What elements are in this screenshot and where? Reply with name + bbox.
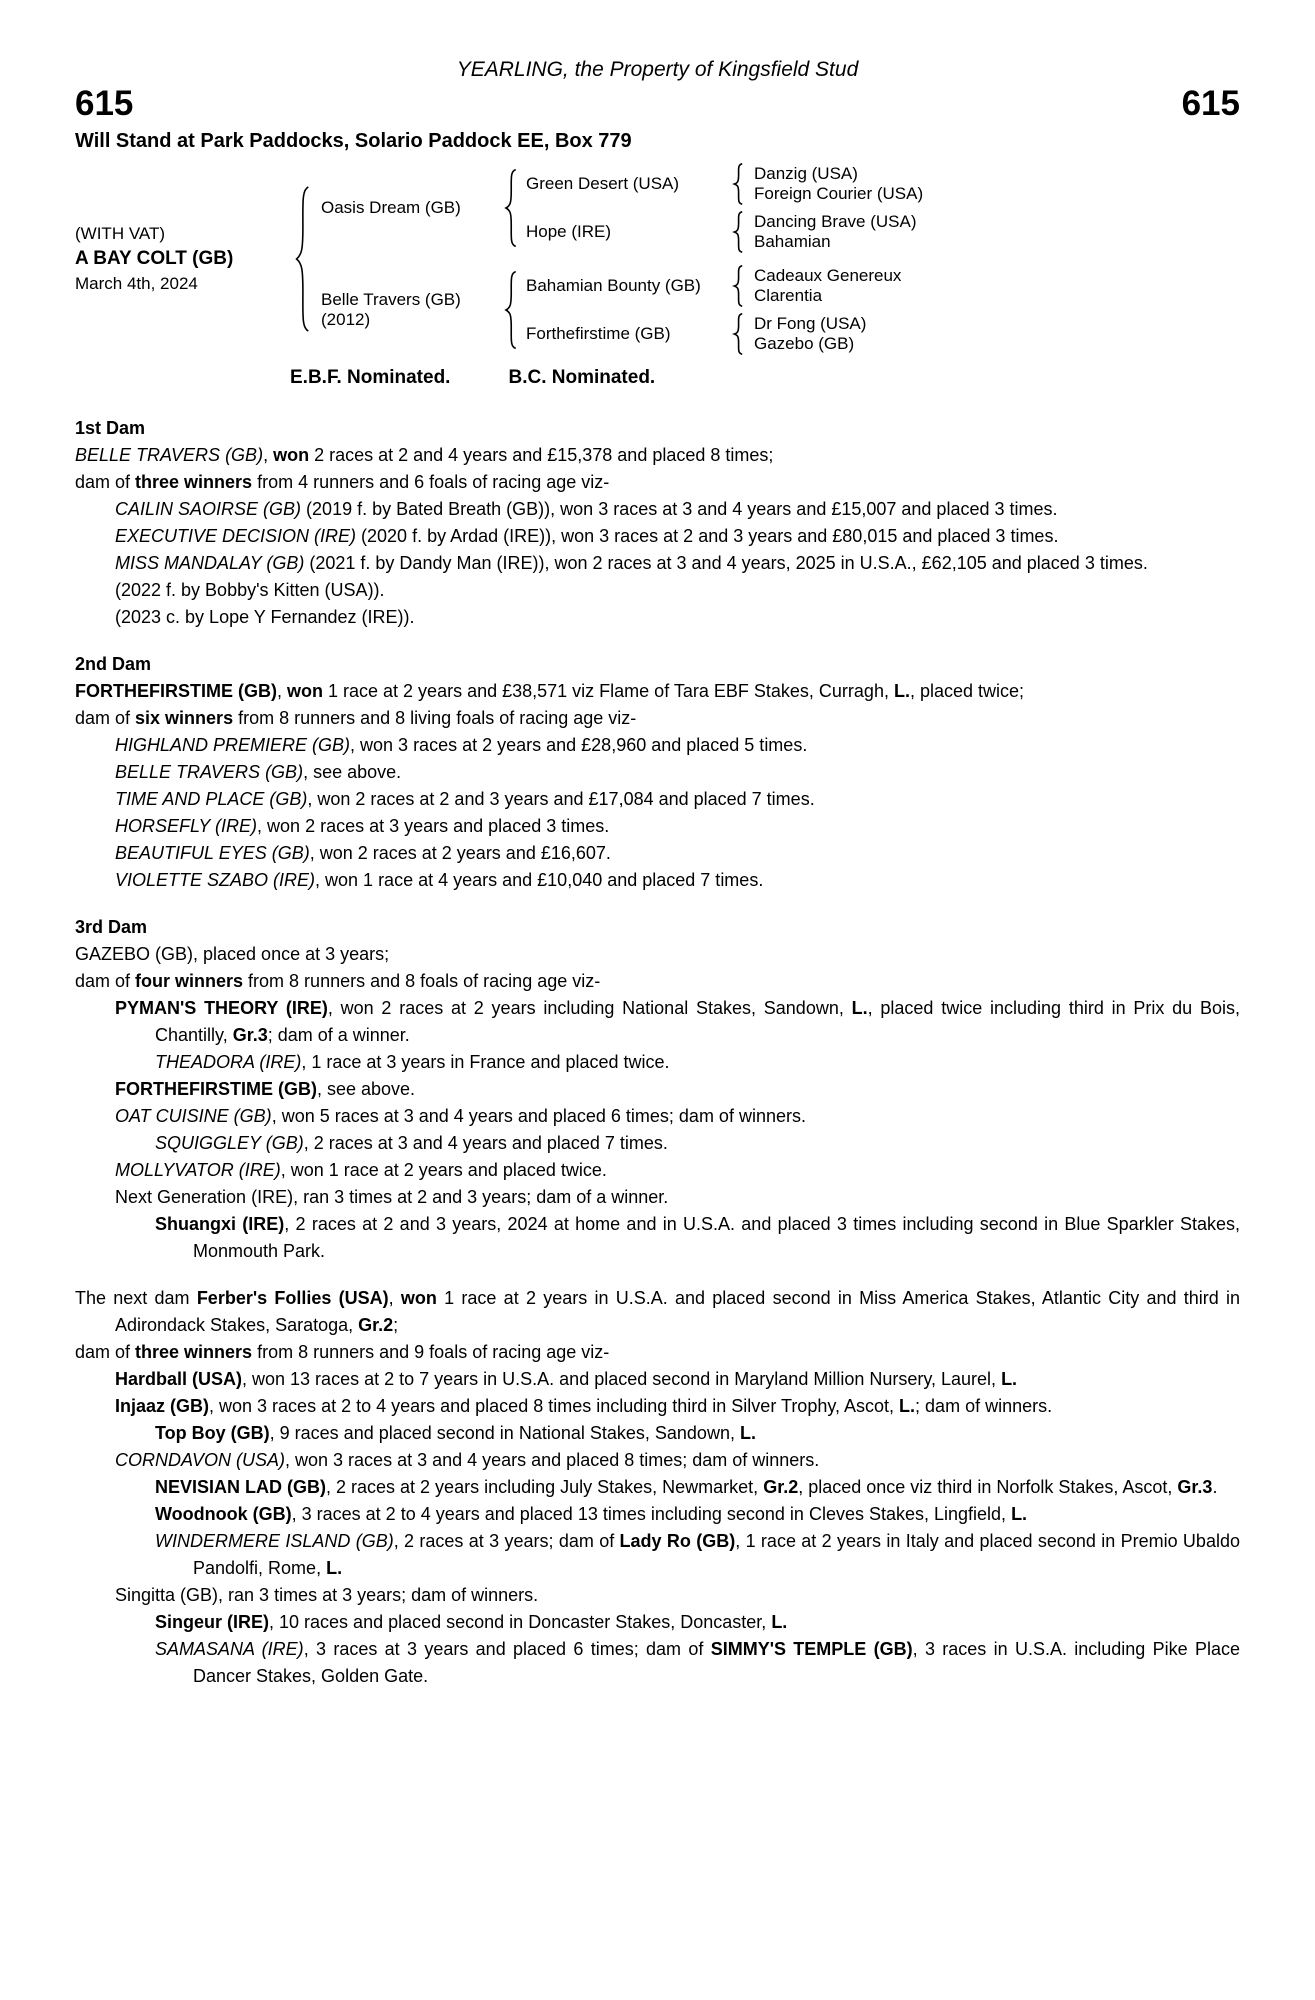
sire-name: Oasis Dream (GB) <box>321 198 461 217</box>
text-segment: , <box>276 681 287 701</box>
sire-sire-parents <box>744 164 923 204</box>
text-segment: Injaaz (GB) <box>115 1396 210 1416</box>
sire-parents-column <box>518 163 923 253</box>
text-segment: , 10 races and placed second in Doncaster Stakes, Doncaster, <box>269 1612 772 1632</box>
text-segment: Ferber's Follies (USA) <box>196 1288 389 1308</box>
text-segment: L. <box>326 1558 343 1578</box>
ebf-nomination: E.B.F. Nominated. <box>290 367 451 388</box>
text-segment: , <box>263 445 274 465</box>
pedigree-paragraph <box>75 1049 1240 1076</box>
lot-number-left: 615 <box>75 84 134 123</box>
text-segment: , won 5 races at 3 and 4 years and placed 6 times; dam of winners. <box>271 1106 806 1126</box>
brace-icon <box>503 168 518 248</box>
dam-dam-name: Forthefirstime (GB) <box>526 324 671 343</box>
text-segment: ; dam of a winner. <box>267 1025 410 1045</box>
brace-icon <box>503 270 518 350</box>
text-segment: , 1 race at 3 years in France and placed twice. <box>301 1052 670 1072</box>
text-segment: (2021 f. by Dandy Man (IRE)), won 2 races at 3 and 4 years, 2025 in U.S.A., £62,105 and placed 3 times. <box>304 553 1148 573</box>
text-segment: WINDERMERE ISLAND (GB) <box>155 1531 394 1551</box>
pedigree-paragraph <box>75 1609 1240 1636</box>
pedigree-paragraph <box>75 1211 1240 1265</box>
brace-icon <box>293 184 311 334</box>
pedigree-paragraph <box>75 604 1240 631</box>
text-segment: Shuangxi (IRE) <box>155 1214 285 1234</box>
text-segment: SQUIGGLEY (GB) <box>155 1133 304 1153</box>
pedigree-paragraph <box>75 550 1240 577</box>
pedigree-paragraph <box>75 1157 1240 1184</box>
text-segment: , 2 races at 2 years including July Stakes, Newmarket, <box>326 1477 764 1497</box>
ancestor-name: Foreign Courier (USA) <box>754 184 924 203</box>
text-segment: , won 2 races at 2 years and £16,607. <box>309 843 611 863</box>
pedigree-paragraph <box>75 705 1240 732</box>
colt-name: A BAY COLT (GB) <box>75 248 234 269</box>
pedigree-paragraph <box>75 840 1240 867</box>
first-generation-column <box>311 163 923 355</box>
text-segment: TIME AND PLACE (GB) <box>115 789 308 809</box>
text-segment: VIOLETTE SZABO (IRE) <box>115 870 316 890</box>
ancestor-name: Dancing Brave (USA) <box>754 212 917 231</box>
text-segment: EXECUTIVE DECISION (IRE) <box>115 526 357 546</box>
text-segment: , placed once viz third in Norfolk Stakes, Ascot, <box>798 1477 1178 1497</box>
dam-heading: 2nd Dam <box>75 654 152 674</box>
text-segment: The next dam <box>75 1288 197 1308</box>
pedigree-paragraph <box>75 1393 1240 1420</box>
text-segment: ; dam of winners. <box>915 1396 1053 1416</box>
text-segment: , won 2 races at 3 years and placed 3 times. <box>257 816 610 836</box>
sire-dam-name: Hope (IRE) <box>526 222 612 241</box>
text-segment: , see above. <box>303 762 402 782</box>
sire-branch <box>311 163 923 253</box>
text-segment: won <box>273 445 310 465</box>
text-segment: L. <box>771 1612 788 1632</box>
text-segment: , placed twice; <box>909 681 1025 701</box>
sire-sire-unit <box>518 163 923 205</box>
pedigree-paragraph <box>75 995 1240 1049</box>
dam-heading: 1st Dam <box>75 418 146 438</box>
pedigree-paragraph <box>75 469 1240 496</box>
text-segment: , won 1 race at 4 years and £10,040 and placed 7 times. <box>315 870 764 890</box>
text-segment: BELLE TRAVERS (GB) <box>115 762 304 782</box>
text-segment: , 2 races at 3 and 4 years and placed 7 times. <box>303 1133 668 1153</box>
text-segment: four winners <box>135 971 244 991</box>
pedigree-paragraph <box>75 1103 1240 1130</box>
text-segment: (2022 f. by Bobby's Kitten (USA)). <box>115 580 385 600</box>
text-segment: dam of <box>75 971 136 991</box>
text-segment: Next Generation (IRE), ran 3 times at 2 and 3 years; dam of a winner. <box>115 1187 669 1207</box>
text-segment: , 9 races and placed second in National Stakes, Sandown, <box>269 1423 740 1443</box>
dam-name-block <box>311 290 503 330</box>
text-segment: Gr.2 <box>358 1315 394 1335</box>
pedigree-paragraph <box>75 577 1240 604</box>
text-segment: dam of <box>75 708 136 728</box>
text-segment: dam of <box>75 1342 136 1362</box>
pedigree-paragraph <box>75 1339 1240 1366</box>
text-segment: PYMAN'S THEORY (IRE) <box>115 998 328 1018</box>
dam-sire-name: Bahamian Bounty (GB) <box>526 276 701 295</box>
text-segment: , 2 races at 2 and 3 years, 2024 at home and in U.S.A. and placed 3 times including second in Blue Sparkler Stakes, Monmouth Park. <box>193 1214 1240 1261</box>
text-segment: , placed twice including third in Prix du Bois, Chantilly, <box>155 998 1240 1045</box>
bc-nomination: B.C. Nominated. <box>508 367 656 388</box>
text-segment: 1 race at 2 years in U.S.A. and placed second in Miss America Stakes, Atlantic City and third in Adirondack Stakes, Saratoga, <box>115 1288 1241 1335</box>
text-segment: HIGHLAND PREMIERE (GB) <box>115 735 351 755</box>
text-segment: GAZEBO (GB), placed once at 3 years; <box>75 944 390 964</box>
text-segment: Top Boy (GB) <box>155 1423 270 1443</box>
text-segment: Singeur (IRE) <box>155 1612 270 1632</box>
pedigree-paragraph <box>75 968 1240 995</box>
pedigree-paragraph <box>75 867 1240 894</box>
text-segment: , 3 races at 2 to 4 years and placed 13 times including second in Cleves Stakes, Lingfield, <box>291 1504 1012 1524</box>
text-segment: from 8 runners and 8 foals of racing age viz- <box>243 971 601 991</box>
text-segment: (2023 c. by Lope Y Fernandez (IRE)). <box>115 607 415 627</box>
text-segment: from 4 runners and 6 foals of racing age viz- <box>252 472 610 492</box>
pedigree-paragraph <box>75 1636 1240 1690</box>
text-segment: BEAUTIFUL EYES (GB) <box>115 843 310 863</box>
text-segment: OAT CUISINE (GB) <box>115 1106 272 1126</box>
ancestor-name: Cadeaux Genereux <box>754 266 902 285</box>
pedigree-paragraph <box>75 1420 1240 1447</box>
ancestor-name: Clarentia <box>754 286 823 305</box>
ancestor-name: Danzig (USA) <box>754 164 858 183</box>
colt-dob: March 4th, 2024 <box>75 274 198 293</box>
lot-number-row <box>75 86 1240 122</box>
text-segment: , <box>388 1288 401 1308</box>
text-segment: L. <box>1001 1369 1018 1389</box>
text-segment: L. <box>899 1396 916 1416</box>
text-segment: Gr.3 <box>1177 1477 1213 1497</box>
text-segment: BELLE TRAVERS (GB) <box>75 445 264 465</box>
nominations-row <box>290 367 1240 389</box>
text-segment: , won 1 race at 2 years and placed twice. <box>280 1160 607 1180</box>
pedigree-paragraph <box>75 523 1240 550</box>
pedigree-paragraph <box>75 941 1240 968</box>
text-segment: three winners <box>135 472 253 492</box>
text-segment: , won 3 races at 2 years and £28,960 and placed 5 times. <box>350 735 808 755</box>
ancestor-name: Gazebo (GB) <box>754 334 855 353</box>
text-segment: , won 13 races at 2 to 7 years in U.S.A. and placed second in Maryland Million Nursery, Laurel, <box>242 1369 1002 1389</box>
text-segment: MISS MANDALAY (GB) <box>115 553 305 573</box>
dam-parents-column <box>518 265 901 355</box>
text-segment: FORTHEFIRSTIME (GB) <box>75 681 277 701</box>
dam-sire-unit <box>518 265 901 307</box>
sire-dam-parents <box>744 212 917 252</box>
pedigree-paragraph <box>75 1076 1240 1103</box>
text-segment: , 2 races at 3 years; dam of <box>393 1531 620 1551</box>
text-segment: HORSEFLY (IRE) <box>115 816 258 836</box>
pedigree-paragraph <box>75 1501 1240 1528</box>
text-segment: , see above. <box>316 1079 416 1099</box>
dam-branch <box>311 265 923 355</box>
stand-location: Will Stand at Park Paddocks, Solario Paddock EE, Box 779 <box>75 130 632 152</box>
text-segment: , 1 race at 2 years in Italy and placed second in Premio Ubaldo Pandolfi, Rome, <box>193 1531 1240 1578</box>
dam-sire-parents <box>744 266 901 306</box>
text-segment: Hardball (USA) <box>115 1369 243 1389</box>
dam-dam-parents <box>744 314 866 354</box>
ancestor-name: Bahamian <box>754 232 831 251</box>
brace-icon <box>732 163 744 205</box>
pedigree-paragraph <box>75 1582 1240 1609</box>
pedigree-paragraph <box>75 759 1240 786</box>
text-segment: (2020 f. by Ardad (IRE)), won 3 races at 2 and 3 years and £80,015 and placed 3 times. <box>356 526 1059 546</box>
text-segment: Gr.3 <box>232 1025 268 1045</box>
text-segment: 1 race at 2 years and £38,571 viz Flame of Tara EBF Stakes, Curragh, <box>323 681 894 701</box>
pedigree-details <box>75 415 1240 1690</box>
text-segment: L. <box>851 998 868 1018</box>
pedigree-paragraph <box>75 678 1240 705</box>
text-segment: MOLLYVATOR (IRE) <box>115 1160 281 1180</box>
text-segment: 2 races at 2 and 4 years and £15,378 and placed 8 times; <box>309 445 774 465</box>
text-segment: SIMMY'S TEMPLE (GB) <box>710 1639 913 1659</box>
pedigree-paragraph <box>75 813 1240 840</box>
text-segment: . <box>1212 1477 1218 1497</box>
brace-icon <box>732 313 744 355</box>
colt-info <box>75 222 293 296</box>
dam-dam-unit <box>518 313 901 355</box>
text-segment: Woodnook (GB) <box>155 1504 292 1524</box>
text-segment: CORNDAVON (USA) <box>115 1450 286 1470</box>
lot-number-right: 615 <box>1181 84 1240 123</box>
pedigree-paragraph <box>75 1447 1240 1474</box>
sire-sire-name: Green Desert (USA) <box>526 174 680 193</box>
pedigree-paragraph <box>75 1528 1240 1582</box>
vat-note: (WITH VAT) <box>75 224 166 243</box>
pedigree-paragraph <box>75 496 1240 523</box>
text-segment: Lady Ro (GB) <box>619 1531 736 1551</box>
text-segment: , won 3 races at 2 to 4 years and placed 8 times including third in Silver Trophy, Ascot, <box>209 1396 900 1416</box>
dam-year: (2012) <box>321 310 371 329</box>
text-segment: L. <box>739 1423 756 1443</box>
pedigree-paragraph <box>75 1184 1240 1211</box>
text-segment: NEVISIAN LAD (GB) <box>155 1477 326 1497</box>
text-segment: SAMASANA (IRE) <box>155 1639 304 1659</box>
pedigree-paragraph <box>75 1366 1240 1393</box>
text-segment: , won 3 races at 3 and 4 years and placed 8 times; dam of winners. <box>285 1450 820 1470</box>
text-segment: THEADORA (IRE) <box>155 1052 302 1072</box>
text-segment: won <box>287 681 323 701</box>
text-segment: , 3 races in U.S.A. including Pike Place Dancer Stakes, Golden Gate. <box>193 1639 1241 1686</box>
pedigree-paragraph <box>75 442 1240 469</box>
pedigree-paragraph <box>75 786 1240 813</box>
dam-name: Belle Travers (GB) <box>321 290 461 309</box>
text-segment: CAILIN SAOIRSE (GB) <box>115 499 302 519</box>
brace-icon <box>732 211 744 253</box>
pedigree-tree <box>75 163 1240 355</box>
pedigree-paragraph <box>75 1285 1240 1339</box>
text-segment: three winners <box>135 1342 253 1362</box>
text-segment: won <box>400 1288 437 1308</box>
text-segment: , 3 races at 3 years and placed 6 times; dam of <box>303 1639 711 1659</box>
pedigree-paragraph <box>75 1474 1240 1501</box>
text-segment: Singitta (GB), ran 3 times at 3 years; dam of winners. <box>115 1585 539 1605</box>
text-segment: dam of <box>75 472 136 492</box>
text-segment: ; <box>393 1315 399 1335</box>
text-segment: , won 2 races at 2 years including National Stakes, Sandown, <box>327 998 852 1018</box>
text-segment: from 8 runners and 9 foals of racing age viz- <box>252 1342 610 1362</box>
text-segment: L. <box>1011 1504 1028 1524</box>
pedigree-paragraph <box>75 1130 1240 1157</box>
sire-dam-unit <box>518 211 923 253</box>
text-segment: Gr.2 <box>763 1477 799 1497</box>
text-segment: (2019 f. by Bated Breath (GB)), won 3 races at 3 and 4 years and £15,007 and placed 3 times. <box>301 499 1058 519</box>
text-segment: L. <box>893 681 910 701</box>
text-segment: FORTHEFIRSTIME (GB) <box>115 1079 317 1099</box>
brace-icon <box>732 265 744 307</box>
page-title: YEARLING, the Property of Kingsfield Stud <box>456 58 859 81</box>
text-segment: from 8 runners and 8 living foals of racing age viz- <box>233 708 637 728</box>
dam-heading: 3rd Dam <box>75 917 148 937</box>
text-segment: six winners <box>135 708 234 728</box>
text-segment: , won 2 races at 2 and 3 years and £17,084 and placed 7 times. <box>307 789 815 809</box>
ancestor-name: Dr Fong (USA) <box>754 314 867 333</box>
pedigree-paragraph <box>75 732 1240 759</box>
